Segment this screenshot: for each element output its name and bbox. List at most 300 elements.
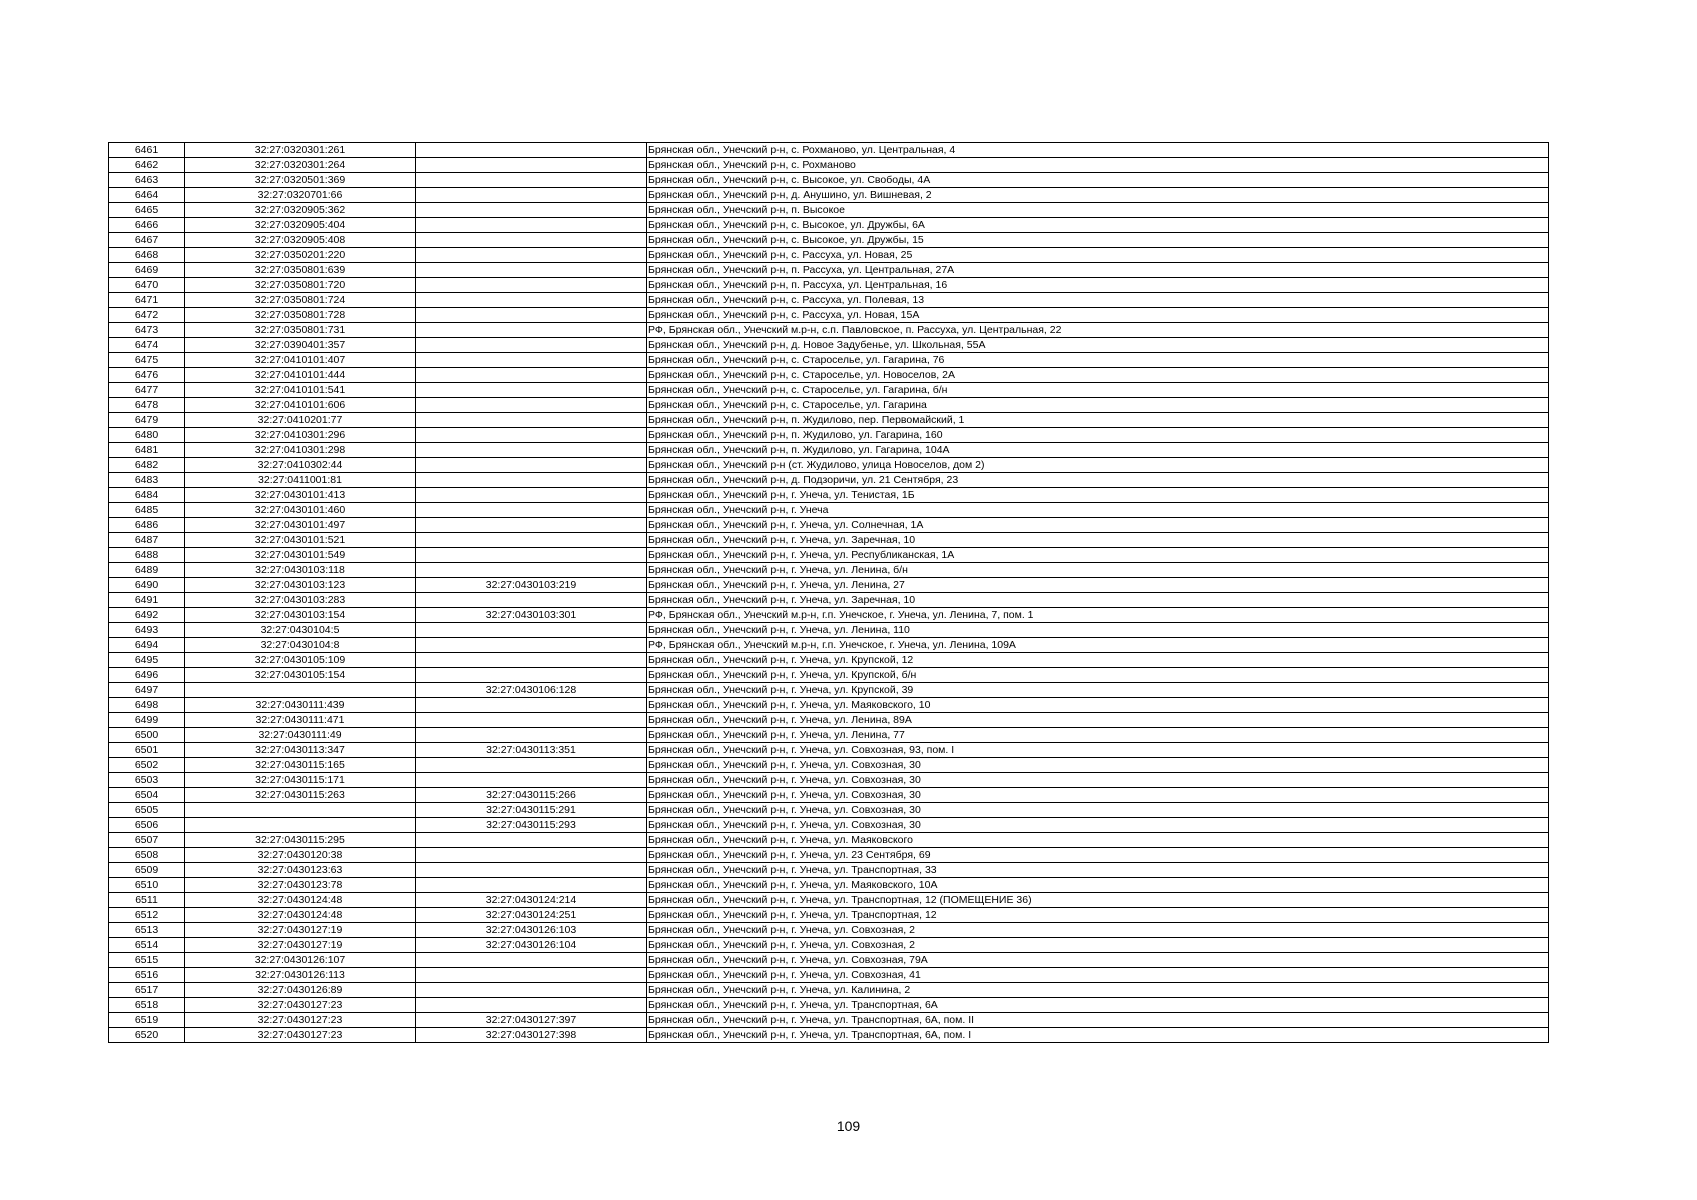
cadastral-number-cell: 32:27:0430104:5 — [185, 623, 416, 638]
premises-cadastral-cell: 32:27:0430124:251 — [416, 908, 647, 923]
address-cell: Брянская обл., Унечский р-н, г. Унеча, ул. Солнечная, 1А — [647, 518, 1549, 533]
address-cell: Брянская обл., Унечский р-н, д. Новое Задубенье, ул. Школьная, 55А — [647, 338, 1549, 353]
table-row — [109, 323, 1549, 338]
address-cell: Брянская обл., Унечский р-н, с. Староселье, ул. Гагарина — [647, 398, 1549, 413]
address-cell: Брянская обл., Унечский р-н, с. Староселье, ул. Гагарина, 76 — [647, 353, 1549, 368]
row-number-cell: 6474 — [109, 338, 185, 353]
address-cell: Брянская обл., Унечский р-н, с. Высокое, ул. Свободы, 4А — [647, 173, 1549, 188]
row-number-cell: 6481 — [109, 443, 185, 458]
row-number-cell: 6467 — [109, 233, 185, 248]
premises-cadastral-cell — [416, 323, 647, 338]
cadastral-number-cell: 32:27:0430101:460 — [185, 503, 416, 518]
row-number-cell: 6472 — [109, 308, 185, 323]
premises-cadastral-cell — [416, 458, 647, 473]
row-number-cell: 6515 — [109, 953, 185, 968]
premises-cadastral-cell — [416, 143, 647, 158]
table-row — [109, 368, 1549, 383]
premises-cadastral-cell — [416, 263, 647, 278]
premises-cadastral-cell — [416, 203, 647, 218]
table-row — [109, 188, 1549, 203]
premises-cadastral-cell — [416, 638, 647, 653]
row-number-cell: 6489 — [109, 563, 185, 578]
table-row — [109, 818, 1549, 833]
table-row — [109, 248, 1549, 263]
premises-cadastral-cell — [416, 653, 647, 668]
address-cell: Брянская обл., Унечский р-н, г. Унеча, ул. Ленина, 89А — [647, 713, 1549, 728]
cadastral-number-cell: 32:27:0320301:261 — [185, 143, 416, 158]
cadastral-number-cell — [185, 803, 416, 818]
cadastral-number-cell: 32:27:0430127:23 — [185, 1028, 416, 1043]
cadastral-number-cell: 32:27:0430115:295 — [185, 833, 416, 848]
address-cell: РФ, Брянская обл., Унечский м.р-н, г.п. Унечское, г. Унеча, ул. Ленина, 109А — [647, 638, 1549, 653]
address-cell: Брянская обл., Унечский р-н, г. Унеча, ул. Маяковского, 10А — [647, 878, 1549, 893]
row-number-cell: 6468 — [109, 248, 185, 263]
address-cell: Брянская обл., Унечский р-н, п. Жудилово, ул. Гагарина, 160 — [647, 428, 1549, 443]
address-cell: Брянская обл., Унечский р-н, с. Староселье, ул. Гагарина, б/н — [647, 383, 1549, 398]
row-number-cell: 6480 — [109, 428, 185, 443]
table-row — [109, 1013, 1549, 1028]
row-number-cell: 6514 — [109, 938, 185, 953]
table-row — [109, 953, 1549, 968]
cadastral-number-cell: 32:27:0430120:38 — [185, 848, 416, 863]
cadastral-number-cell: 32:27:0410101:606 — [185, 398, 416, 413]
address-cell: Брянская обл., Унечский р-н, д. Подзоричи, ул. 21 Сентября, 23 — [647, 473, 1549, 488]
premises-cadastral-cell — [416, 713, 647, 728]
cadastral-number-cell: 32:27:0410101:444 — [185, 368, 416, 383]
cadastral-number-cell: 32:27:0430126:89 — [185, 983, 416, 998]
row-number-cell: 6503 — [109, 773, 185, 788]
cadastral-number-cell: 32:27:0320905:408 — [185, 233, 416, 248]
address-cell: Брянская обл., Унечский р-н, г. Унеча, ул. Маяковского — [647, 833, 1549, 848]
cadastral-number-cell: 32:27:0430127:23 — [185, 1013, 416, 1028]
table-row — [109, 998, 1549, 1013]
table-row — [109, 803, 1549, 818]
row-number-cell: 6486 — [109, 518, 185, 533]
cadastral-number-cell: 32:27:0320501:369 — [185, 173, 416, 188]
premises-cadastral-cell — [416, 488, 647, 503]
table-row — [109, 653, 1549, 668]
table-row — [109, 788, 1549, 803]
table-row — [109, 1028, 1549, 1043]
address-cell: Брянская обл., Унечский р-н, г. Унеча, ул. Совхозная, 41 — [647, 968, 1549, 983]
premises-cadastral-cell — [416, 413, 647, 428]
row-number-cell: 6510 — [109, 878, 185, 893]
table-row — [109, 158, 1549, 173]
row-number-cell: 6479 — [109, 413, 185, 428]
premises-cadastral-cell — [416, 158, 647, 173]
address-cell: Брянская обл., Унечский р-н, г. Унеча, ул. 23 Сентября, 69 — [647, 848, 1549, 863]
address-cell: Брянская обл., Унечский р-н, г. Унеча, ул. Совхозная, 30 — [647, 758, 1549, 773]
premises-cadastral-cell — [416, 398, 647, 413]
address-cell: Брянская обл., Унечский р-н, д. Анушино, ул. Вишневая, 2 — [647, 188, 1549, 203]
row-number-cell: 6470 — [109, 278, 185, 293]
cadastral-number-cell: 32:27:0430101:413 — [185, 488, 416, 503]
table-row — [109, 203, 1549, 218]
row-number-cell: 6483 — [109, 473, 185, 488]
address-cell: Брянская обл., Унечский р-н, г. Унеча, ул. Транспортная, 6А — [647, 998, 1549, 1013]
premises-cadastral-cell — [416, 668, 647, 683]
cadastral-number-cell: 32:27:0430123:63 — [185, 863, 416, 878]
registry-table-body — [109, 143, 1549, 1043]
address-cell: Брянская обл., Унечский р-н, г. Унеча, ул. Крупской, 39 — [647, 683, 1549, 698]
table-row — [109, 923, 1549, 938]
table-row — [109, 353, 1549, 368]
table-row — [109, 518, 1549, 533]
row-number-cell: 6495 — [109, 653, 185, 668]
table-row — [109, 578, 1549, 593]
premises-cadastral-cell — [416, 233, 647, 248]
table-row — [109, 398, 1549, 413]
premises-cadastral-cell: 32:27:0430115:291 — [416, 803, 647, 818]
address-cell: Брянская обл., Унечский р-н, г. Унеча, ул. Республиканская, 1А — [647, 548, 1549, 563]
cadastral-number-cell: 32:27:0430124:48 — [185, 893, 416, 908]
premises-cadastral-cell: 32:27:0430127:398 — [416, 1028, 647, 1043]
cadastral-number-cell: 32:27:0410101:541 — [185, 383, 416, 398]
premises-cadastral-cell: 32:27:0430103:301 — [416, 608, 647, 623]
row-number-cell: 6465 — [109, 203, 185, 218]
premises-cadastral-cell: 32:27:0430127:397 — [416, 1013, 647, 1028]
row-number-cell: 6516 — [109, 968, 185, 983]
premises-cadastral-cell — [416, 173, 647, 188]
table-row — [109, 218, 1549, 233]
premises-cadastral-cell — [416, 518, 647, 533]
row-number-cell: 6508 — [109, 848, 185, 863]
row-number-cell: 6462 — [109, 158, 185, 173]
cadastral-number-cell: 32:27:0430103:154 — [185, 608, 416, 623]
row-number-cell: 6469 — [109, 263, 185, 278]
row-number-cell: 6488 — [109, 548, 185, 563]
row-number-cell: 6471 — [109, 293, 185, 308]
row-number-cell: 6494 — [109, 638, 185, 653]
premises-cadastral-cell: 32:27:0430115:266 — [416, 788, 647, 803]
row-number-cell: 6461 — [109, 143, 185, 158]
cadastral-number-cell: 32:27:0350801:639 — [185, 263, 416, 278]
table-row — [109, 773, 1549, 788]
address-cell: Брянская обл., Унечский р-н, с. Высокое, ул. Дружбы, 15 — [647, 233, 1549, 248]
cadastral-number-cell: 32:27:0350801:728 — [185, 308, 416, 323]
address-cell: Брянская обл., Унечский р-н, г. Унеча, ул. Транспортная, 6А, пом. I — [647, 1028, 1549, 1043]
cadastral-number-cell: 32:27:0320701:66 — [185, 188, 416, 203]
address-cell: Брянская обл., Унечский р-н, г. Унеча, ул. Совхозная, 30 — [647, 803, 1549, 818]
row-number-cell: 6487 — [109, 533, 185, 548]
premises-cadastral-cell — [416, 548, 647, 563]
row-number-cell: 6485 — [109, 503, 185, 518]
table-row — [109, 698, 1549, 713]
cadastral-number-cell: 32:27:0430115:171 — [185, 773, 416, 788]
address-cell: Брянская обл., Унечский р-н, г. Унеча — [647, 503, 1549, 518]
row-number-cell: 6507 — [109, 833, 185, 848]
table-row — [109, 623, 1549, 638]
row-number-cell: 6498 — [109, 698, 185, 713]
cadastral-number-cell: 32:27:0320301:264 — [185, 158, 416, 173]
table-row — [109, 338, 1549, 353]
address-cell: Брянская обл., Унечский р-н, п. Рассуха, ул. Центральная, 16 — [647, 278, 1549, 293]
cadastral-number-cell: 32:27:0430126:113 — [185, 968, 416, 983]
address-cell: Брянская обл., Унечский р-н, г. Унеча, ул. Крупской, 12 — [647, 653, 1549, 668]
row-number-cell: 6466 — [109, 218, 185, 233]
row-number-cell: 6463 — [109, 173, 185, 188]
address-cell: Брянская обл., Унечский р-н, г. Унеча, ул. Транспортная, 12 — [647, 908, 1549, 923]
address-cell: Брянская обл., Унечский р-н (ст. Жудилово, улица Новоселов, дом 2) — [647, 458, 1549, 473]
cadastral-number-cell: 32:27:0430127:23 — [185, 998, 416, 1013]
table-row — [109, 548, 1549, 563]
row-number-cell: 6464 — [109, 188, 185, 203]
address-cell: Брянская обл., Унечский р-н, п. Рассуха, ул. Центральная, 27А — [647, 263, 1549, 278]
table-row — [109, 458, 1549, 473]
row-number-cell: 6477 — [109, 383, 185, 398]
row-number-cell: 6520 — [109, 1028, 185, 1043]
cadastral-number-cell: 32:27:0430103:283 — [185, 593, 416, 608]
row-number-cell: 6501 — [109, 743, 185, 758]
address-cell: Брянская обл., Унечский р-н, г. Унеча, ул. Заречная, 10 — [647, 533, 1549, 548]
address-cell: РФ, Брянская обл., Унечский м.р-н, г.п. Унечское, г. Унеча, ул. Ленина, 7, пом. 1 — [647, 608, 1549, 623]
cadastral-number-cell: 32:27:0320905:362 — [185, 203, 416, 218]
table-row — [109, 668, 1549, 683]
table-row — [109, 428, 1549, 443]
cadastral-number-cell: 32:27:0430127:19 — [185, 923, 416, 938]
table-row — [109, 383, 1549, 398]
premises-cadastral-cell — [416, 353, 647, 368]
address-cell: Брянская обл., Унечский р-н, с. Рассуха, ул. Полевая, 13 — [647, 293, 1549, 308]
address-cell: Брянская обл., Унечский р-н, п. Высокое — [647, 203, 1549, 218]
table-row — [109, 683, 1549, 698]
cadastral-number-cell: 32:27:0350801:724 — [185, 293, 416, 308]
address-cell: Брянская обл., Унечский р-н, г. Унеча, ул. Транспортная, 33 — [647, 863, 1549, 878]
row-number-cell: 6505 — [109, 803, 185, 818]
row-number-cell: 6473 — [109, 323, 185, 338]
row-number-cell: 6499 — [109, 713, 185, 728]
premises-cadastral-cell — [416, 293, 647, 308]
cadastral-number-cell: 32:27:0320905:404 — [185, 218, 416, 233]
premises-cadastral-cell — [416, 278, 647, 293]
table-row — [109, 728, 1549, 743]
address-cell: Брянская обл., Унечский р-н, г. Унеча, ул. Заречная, 10 — [647, 593, 1549, 608]
premises-cadastral-cell — [416, 443, 647, 458]
cadastral-number-cell: 32:27:0410301:298 — [185, 443, 416, 458]
premises-cadastral-cell — [416, 983, 647, 998]
premises-cadastral-cell — [416, 248, 647, 263]
cadastral-number-cell — [185, 683, 416, 698]
cadastral-number-cell: 32:27:0410201:77 — [185, 413, 416, 428]
premises-cadastral-cell — [416, 863, 647, 878]
premises-cadastral-cell — [416, 833, 647, 848]
row-number-cell: 6490 — [109, 578, 185, 593]
table-row — [109, 608, 1549, 623]
row-number-cell: 6492 — [109, 608, 185, 623]
row-number-cell: 6519 — [109, 1013, 185, 1028]
cadastral-number-cell: 32:27:0410101:407 — [185, 353, 416, 368]
cadastral-number-cell: 32:27:0430103:118 — [185, 563, 416, 578]
cadastral-number-cell: 32:27:0350801:731 — [185, 323, 416, 338]
row-number-cell: 6491 — [109, 593, 185, 608]
cadastral-number-cell: 32:27:0350801:720 — [185, 278, 416, 293]
premises-cadastral-cell — [416, 383, 647, 398]
premises-cadastral-cell — [416, 698, 647, 713]
cadastral-number-cell: 32:27:0430113:347 — [185, 743, 416, 758]
address-cell: Брянская обл., Унечский р-н, г. Унеча, ул. Совхозная, 93, пом. I — [647, 743, 1549, 758]
table-row — [109, 563, 1549, 578]
address-cell: Брянская обл., Унечский р-н, с. Рассуха, ул. Новая, 15А — [647, 308, 1549, 323]
premises-cadastral-cell: 32:27:0430113:351 — [416, 743, 647, 758]
table-row — [109, 713, 1549, 728]
row-number-cell: 6482 — [109, 458, 185, 473]
address-cell: Брянская обл., Унечский р-н, с. Рохманово, ул. Центральная, 4 — [647, 143, 1549, 158]
cadastral-number-cell: 32:27:0430103:123 — [185, 578, 416, 593]
address-cell: Брянская обл., Унечский р-н, г. Унеча, ул. Совхозная, 30 — [647, 773, 1549, 788]
premises-cadastral-cell — [416, 188, 647, 203]
page-number: 109 — [836, 1118, 861, 1134]
premises-cadastral-cell — [416, 623, 647, 638]
premises-cadastral-cell — [416, 338, 647, 353]
table-row — [109, 848, 1549, 863]
table-row — [109, 503, 1549, 518]
row-number-cell: 6476 — [109, 368, 185, 383]
cadastral-number-cell: 32:27:0410302:44 — [185, 458, 416, 473]
premises-cadastral-cell: 32:27:0430126:104 — [416, 938, 647, 953]
address-cell: Брянская обл., Унечский р-н, п. Жудилово, пер. Первомайский, 1 — [647, 413, 1549, 428]
row-number-cell: 6500 — [109, 728, 185, 743]
row-number-cell: 6496 — [109, 668, 185, 683]
cadastral-number-cell: 32:27:0430123:78 — [185, 878, 416, 893]
row-number-cell: 6518 — [109, 998, 185, 1013]
address-cell: Брянская обл., Унечский р-н, г. Унеча, ул. Совхозная, 79А — [647, 953, 1549, 968]
table-row — [109, 908, 1549, 923]
cadastral-number-cell: 32:27:0430126:107 — [185, 953, 416, 968]
premises-cadastral-cell: 32:27:0430115:293 — [416, 818, 647, 833]
premises-cadastral-cell — [416, 728, 647, 743]
premises-cadastral-cell: 32:27:0430103:219 — [416, 578, 647, 593]
cadastral-number-cell: 32:27:0430127:19 — [185, 938, 416, 953]
cadastral-number-cell: 32:27:0390401:357 — [185, 338, 416, 353]
table-row — [109, 488, 1549, 503]
table-row — [109, 758, 1549, 773]
row-number-cell: 6509 — [109, 863, 185, 878]
premises-cadastral-cell — [416, 473, 647, 488]
address-cell: Брянская обл., Унечский р-н, г. Унеча, ул. Ленина, 110 — [647, 623, 1549, 638]
premises-cadastral-cell — [416, 563, 647, 578]
table-row — [109, 938, 1549, 953]
row-number-cell: 6513 — [109, 923, 185, 938]
premises-cadastral-cell — [416, 218, 647, 233]
table-row — [109, 278, 1549, 293]
table-row — [109, 413, 1549, 428]
table-row — [109, 743, 1549, 758]
table-row — [109, 233, 1549, 248]
cadastral-number-cell: 32:27:0350201:220 — [185, 248, 416, 263]
row-number-cell: 6504 — [109, 788, 185, 803]
premises-cadastral-cell — [416, 758, 647, 773]
cadastral-number-cell: 32:27:0430111:471 — [185, 713, 416, 728]
address-cell: РФ, Брянская обл., Унечский м.р-н, с.п. Павловское, п. Рассуха, ул. Центральная, 22 — [647, 323, 1549, 338]
address-cell: Брянская обл., Унечский р-н, г. Унеча, ул. Совхозная, 30 — [647, 818, 1549, 833]
address-cell: Брянская обл., Унечский р-н, г. Унеча, ул. Транспортная, 6А, пом. II — [647, 1013, 1549, 1028]
cadastral-number-cell: 32:27:0430111:49 — [185, 728, 416, 743]
premises-cadastral-cell — [416, 953, 647, 968]
premises-cadastral-cell — [416, 503, 647, 518]
table-row — [109, 893, 1549, 908]
table-row — [109, 533, 1549, 548]
premises-cadastral-cell — [416, 848, 647, 863]
registry-table — [108, 142, 1549, 1043]
address-cell: Брянская обл., Унечский р-н, г. Унеча, ул. Ленина, б/н — [647, 563, 1549, 578]
row-number-cell: 6484 — [109, 488, 185, 503]
address-cell: Брянская обл., Унечский р-н, г. Унеча, ул. Калинина, 2 — [647, 983, 1549, 998]
address-cell: Брянская обл., Унечский р-н, г. Унеча, ул. Тенистая, 1Б — [647, 488, 1549, 503]
cadastral-number-cell: 32:27:0430105:109 — [185, 653, 416, 668]
premises-cadastral-cell: 32:27:0430124:214 — [416, 893, 647, 908]
premises-cadastral-cell — [416, 998, 647, 1013]
premises-cadastral-cell — [416, 968, 647, 983]
premises-cadastral-cell — [416, 773, 647, 788]
row-number-cell: 6511 — [109, 893, 185, 908]
row-number-cell: 6506 — [109, 818, 185, 833]
cadastral-number-cell: 32:27:0430105:154 — [185, 668, 416, 683]
cadastral-number-cell: 32:27:0430101:549 — [185, 548, 416, 563]
premises-cadastral-cell: 32:27:0430106:128 — [416, 683, 647, 698]
table-row — [109, 173, 1549, 188]
table-row — [109, 968, 1549, 983]
row-number-cell: 6493 — [109, 623, 185, 638]
row-number-cell: 6478 — [109, 398, 185, 413]
address-cell: Брянская обл., Унечский р-н, г. Унеча, ул. Совхозная, 2 — [647, 923, 1549, 938]
cadastral-number-cell: 32:27:0430104:8 — [185, 638, 416, 653]
premises-cadastral-cell — [416, 368, 647, 383]
address-cell: Брянская обл., Унечский р-н, г. Унеча, ул. Ленина, 77 — [647, 728, 1549, 743]
table-row — [109, 443, 1549, 458]
address-cell: Брянская обл., Унечский р-н, г. Унеча, ул. Маяковского, 10 — [647, 698, 1549, 713]
cadastral-number-cell: 32:27:0430115:165 — [185, 758, 416, 773]
cadastral-number-cell — [185, 818, 416, 833]
address-cell: Брянская обл., Унечский р-н, с. Рохманово — [647, 158, 1549, 173]
row-number-cell: 6512 — [109, 908, 185, 923]
premises-cadastral-cell — [416, 428, 647, 443]
cadastral-number-cell: 32:27:0411001:81 — [185, 473, 416, 488]
address-cell: Брянская обл., Унечский р-н, г. Унеча, ул. Совхозная, 30 — [647, 788, 1549, 803]
cadastral-number-cell: 32:27:0430101:521 — [185, 533, 416, 548]
table-row — [109, 593, 1549, 608]
cadastral-number-cell: 32:27:0430111:439 — [185, 698, 416, 713]
cadastral-number-cell: 32:27:0430115:263 — [185, 788, 416, 803]
cadastral-number-cell: 32:27:0410301:296 — [185, 428, 416, 443]
premises-cadastral-cell — [416, 533, 647, 548]
address-cell: Брянская обл., Унечский р-н, п. Жудилово, ул. Гагарина, 104А — [647, 443, 1549, 458]
address-cell: Брянская обл., Унечский р-н, с. Рассуха, ул. Новая, 25 — [647, 248, 1549, 263]
premises-cadastral-cell: 32:27:0430126:103 — [416, 923, 647, 938]
table-row — [109, 878, 1549, 893]
address-cell: Брянская обл., Унечский р-н, г. Унеча, ул. Крупской, б/н — [647, 668, 1549, 683]
premises-cadastral-cell — [416, 878, 647, 893]
table-row — [109, 863, 1549, 878]
cadastral-number-cell: 32:27:0430101:497 — [185, 518, 416, 533]
address-cell: Брянская обл., Унечский р-н, с. Староселье, ул. Новоселов, 2А — [647, 368, 1549, 383]
address-cell: Брянская обл., Унечский р-н, г. Унеча, ул. Совхозная, 2 — [647, 938, 1549, 953]
table-row — [109, 263, 1549, 278]
premises-cadastral-cell — [416, 308, 647, 323]
row-number-cell: 6497 — [109, 683, 185, 698]
table-row — [109, 308, 1549, 323]
table-row — [109, 143, 1549, 158]
address-cell: Брянская обл., Унечский р-н, с. Высокое, ул. Дружбы, 6А — [647, 218, 1549, 233]
table-row — [109, 638, 1549, 653]
address-cell: Брянская обл., Унечский р-н, г. Унеча, ул. Ленина, 27 — [647, 578, 1549, 593]
table-row — [109, 293, 1549, 308]
row-number-cell: 6475 — [109, 353, 185, 368]
address-cell: Брянская обл., Унечский р-н, г. Унеча, ул. Транспортная, 12 (ПОМЕЩЕНИЕ 36) — [647, 893, 1549, 908]
table-row — [109, 983, 1549, 998]
premises-cadastral-cell — [416, 593, 647, 608]
cadastral-number-cell: 32:27:0430124:48 — [185, 908, 416, 923]
row-number-cell: 6517 — [109, 983, 185, 998]
